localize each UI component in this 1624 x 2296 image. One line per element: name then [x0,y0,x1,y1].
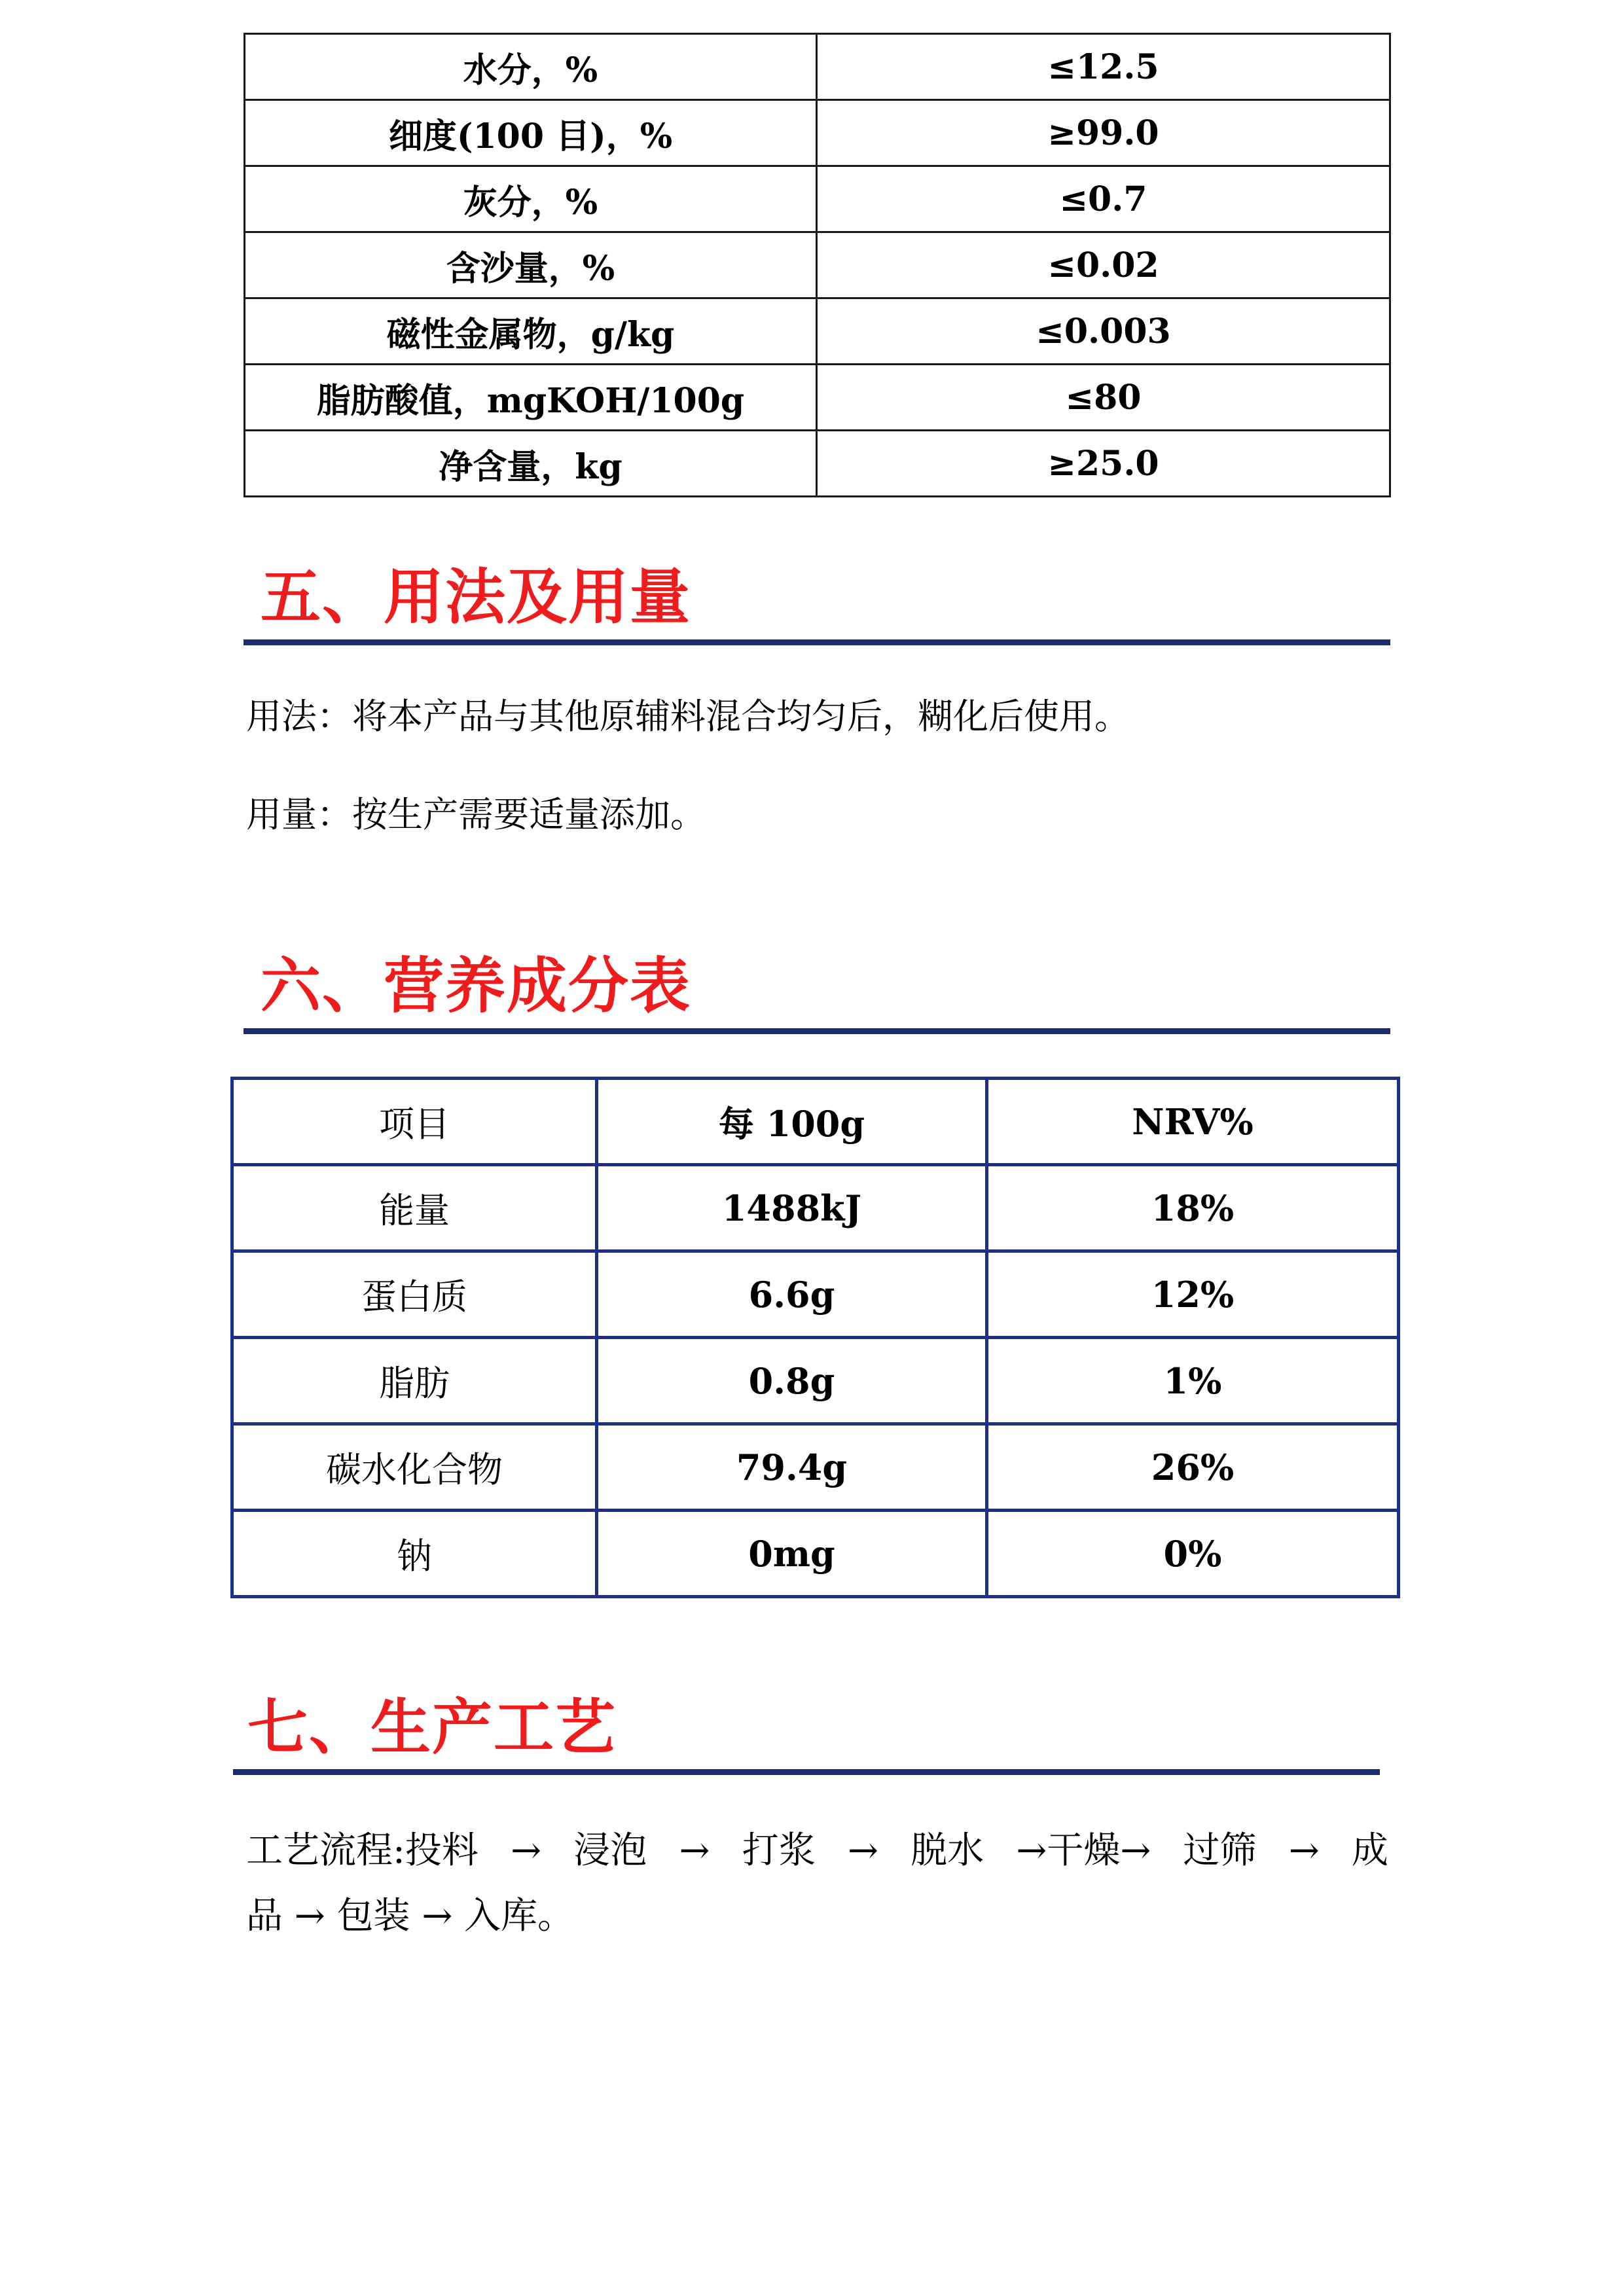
table-row [245,232,1390,298]
table-row [232,1165,1399,1251]
process-step: 成 [1351,1829,1388,1872]
table-row [245,34,1390,100]
table-row [245,365,1390,431]
process-step: →干燥→ [1016,1829,1151,1872]
table-header-row [232,1079,1399,1165]
spec-value: ≥25.0 [817,431,1390,497]
spec-table [244,33,1391,497]
process-flow [246,1818,1388,1949]
section-5-rule [244,639,1390,645]
process-step: 工艺流程:投料 [246,1829,478,1872]
table-row [232,1338,1399,1424]
spec-value: ≤0.02 [817,232,1390,298]
nutrient-per100g: 6.6g [597,1251,987,1338]
nutrition-table [230,1077,1400,1598]
arrow-icon: → [1288,1829,1320,1872]
nutrient-per100g: 79.4g [597,1424,987,1511]
table-row [245,431,1390,497]
section-5-heading: 五、用法及用量 [261,562,692,632]
nutrient-per100g: 0mg [597,1511,987,1597]
spec-value: ≤12.5 [817,34,1390,100]
arrow-icon: → [511,1829,542,1872]
nutrient-nrv: 18% [987,1165,1399,1251]
table-row [245,100,1390,166]
process-line-1 [246,1818,1388,1884]
process-step: 脱水 [911,1829,984,1872]
section-7-rule [233,1769,1380,1775]
spec-item: 磁性金属物，g/kg [245,298,817,365]
header-nrv: NRV% [987,1079,1399,1165]
spec-value: ≥99.0 [817,100,1390,166]
nutrient-name: 能量 [232,1165,597,1251]
nutrient-name: 脂肪 [232,1338,597,1424]
spec-item: 灰分，% [245,166,817,232]
section-6-heading: 六、营养成分表 [261,950,692,1021]
section-6-rule [244,1028,1390,1034]
nutrient-nrv: 1% [987,1338,1399,1424]
nutrient-per100g: 1488kJ [597,1165,987,1251]
nutrient-name: 碳水化合物 [232,1424,597,1511]
table-row [232,1424,1399,1511]
nutrient-nrv: 0% [987,1511,1399,1597]
spec-item: 细度(100 目)，% [245,100,817,166]
process-step: 过筛 [1183,1829,1257,1872]
process-step: 打浆 [742,1829,816,1872]
spec-item: 水分，% [245,34,817,100]
spec-item: 含沙量，% [245,232,817,298]
nutrient-name: 蛋白质 [232,1251,597,1338]
table-row [245,166,1390,232]
nutrient-nrv: 12% [987,1251,1399,1338]
spec-item: 脂肪酸值，mgKOH/100g [245,365,817,431]
arrow-icon: → [847,1829,878,1872]
spec-value: ≤80 [817,365,1390,431]
section-7-heading: 七、生产工艺 [247,1692,617,1763]
nutrient-nrv: 26% [987,1424,1399,1511]
nutrient-name: 钠 [232,1511,597,1597]
spec-value: ≤0.003 [817,298,1390,365]
dosage-text: 用量：按生产需要适量添加。 [246,794,706,835]
header-per100g: 每 100g [597,1079,987,1165]
spec-item: 净含量，kg [245,431,817,497]
table-row [232,1511,1399,1597]
spec-value: ≤0.7 [817,166,1390,232]
header-item: 项目 [232,1079,597,1165]
arrow-icon: → [679,1829,710,1872]
process-step: 浸泡 [573,1829,647,1872]
usage-text: 用法：将本产品与其他原辅料混合均匀后，糊化后使用。 [246,696,1130,737]
nutrient-per100g: 0.8g [597,1338,987,1424]
table-row [245,298,1390,365]
process-line-2: 品 → 包装 → 入库。 [246,1895,575,1937]
table-row [232,1251,1399,1338]
